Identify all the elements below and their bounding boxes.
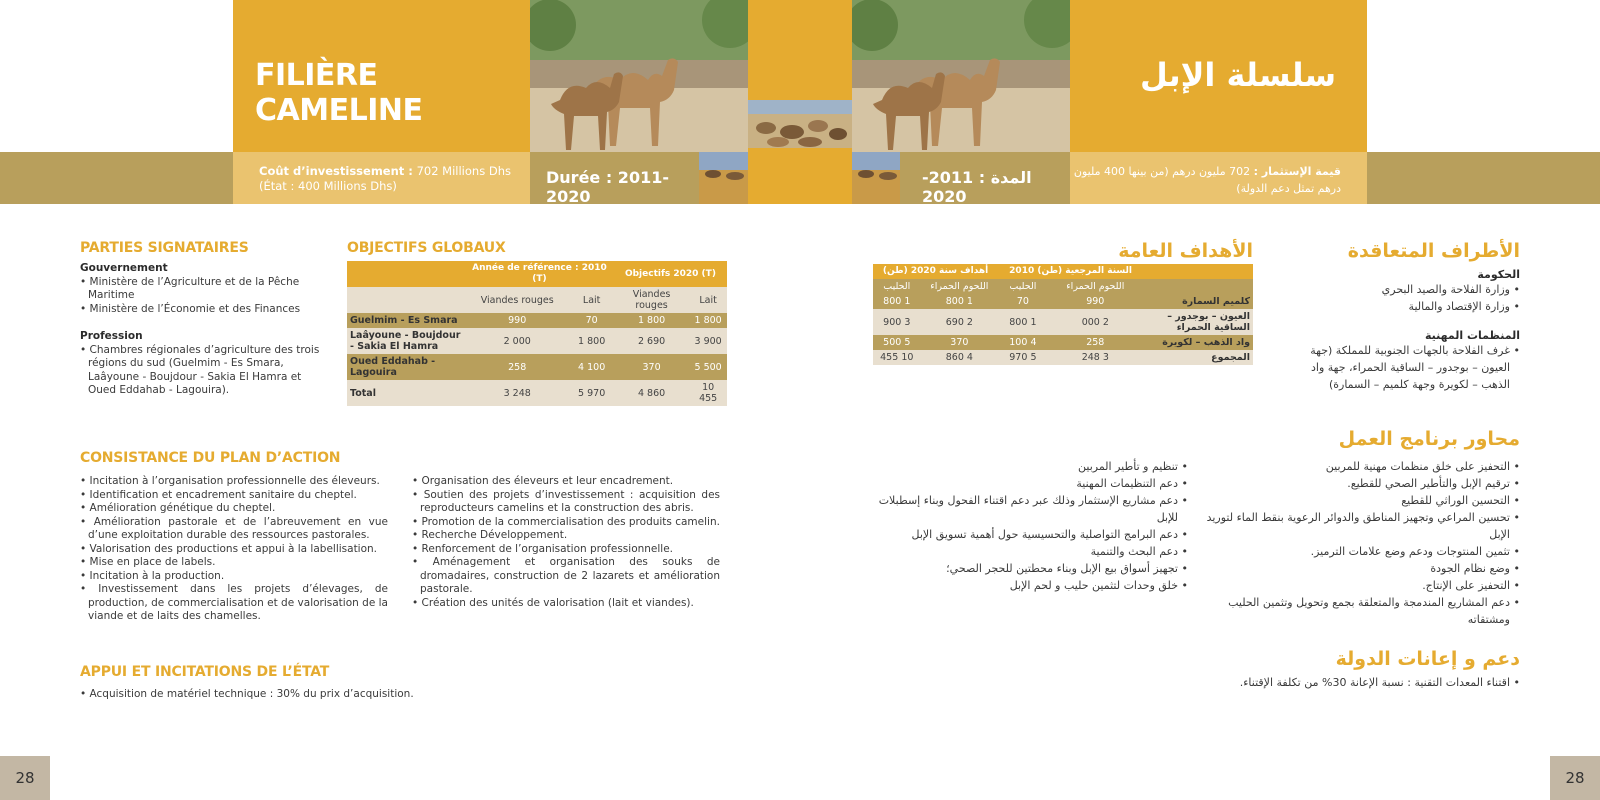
gov-list-ar [1280, 281, 1520, 315]
list-item: • Aménagement et organisation des souks de dromadaires, construction de 2 lazarets et amélioration pastorale. [412, 556, 720, 597]
cost-label-ar: قيمة الإستثمار : [1253, 165, 1341, 178]
list-item: • Ministère de l’Économie et des Finances [80, 303, 330, 317]
list-item: • Soutien des projets d’investissement : acquisition des reproducteurs camelins et la construction des abris. [412, 489, 720, 516]
camel-photo-left [530, 0, 748, 152]
list-item: • Mise en place de labels. [80, 556, 388, 570]
prof-list-fr [80, 344, 330, 398]
list-item: • تنظيم و تأطير المربين [870, 458, 1188, 475]
table-row: Laâyoune - Boujdour - Sakia El Hamra 2 000 1 800 2 690 3 900 [347, 328, 727, 354]
consistance-ar-col1 [1205, 458, 1520, 628]
consistance-fr-section [80, 450, 720, 466]
list-item: • Incitation à l’organisation professionnelle des éleveurs. [80, 475, 388, 489]
list-item: • التحفيز على خلق منظمات مهنية للمربين [1205, 458, 1520, 475]
list-item: • خلق وحدات لتثمين حليب و لحم الإبل [870, 577, 1188, 594]
cost-sub-ar: درهم تمثل دعم الدولة) [1236, 182, 1341, 195]
head-ref-ar: السنة المرجعية (طن) 2010 [998, 264, 1143, 279]
list-item: • Investissement dans les projets d’élevages, de production, de commercialisation et de valorisation de la viande et de laits des chamelles. [80, 583, 388, 624]
list-item: • Promotion de la commercialisation des produits camelin. [412, 516, 720, 530]
list-item: • وزارة الإقتصاد والمالية [1280, 298, 1520, 315]
list-item: • التحسين الوراثي للقطيع [1205, 492, 1520, 509]
list-item: • تحسين المراعي وتجهيز المناطق والدوائر الرعوية بنقط الماء لتوريد الإبل [1205, 509, 1520, 543]
parties-ar-section [1280, 240, 1520, 393]
list-item: • Incitation à la production. [80, 570, 388, 584]
objectifs-fr-table [347, 261, 727, 406]
list-item: • Valorisation des productions et appui à la labellisation. [80, 543, 388, 557]
parties-fr-section [80, 240, 330, 398]
sub-header: اللحوم الحمراء [1048, 279, 1143, 294]
appui-ar-section [1140, 648, 1520, 691]
list-item: • Création des unités de valorisation (lait et viandes). [412, 597, 720, 611]
cost-label-fr: Coût d’investissement : [259, 164, 413, 178]
list-item: • Amélioration génétique du cheptel. [80, 502, 388, 516]
appui-ar-list [1140, 674, 1520, 691]
appui-ar-heading: دعم و إعانات الدولة [1335, 648, 1520, 670]
prof-label-fr: Profession [80, 330, 143, 342]
parties-fr-heading: PARTIES SIGNATAIRES [80, 240, 249, 256]
cost-sub-fr: (État : 400 Millions Dhs) [259, 179, 397, 193]
page-number-left: 28 [0, 756, 50, 800]
prof-label-ar: المنظمات المهنية [1424, 329, 1520, 342]
sub-header: Lait [689, 287, 727, 313]
list-item: • ترقيم الإبل والتأطير الصحي للقطيع. [1205, 475, 1520, 492]
list-item: • غرف الفلاحة بالجهات الجنوبية للمملكة (جهة العيون – بوجدور – الساقية الحمراء، جهة واد الذهب – لكويرة وجهة كلميم – السمارة) [1280, 342, 1520, 393]
list-item: • دعم التنظيمات المهنية [870, 475, 1188, 492]
parties-ar-heading: الأطراف المتعاقدة [1347, 240, 1520, 262]
sub-header: الحليب [873, 279, 921, 294]
head-ref-fr: Année de référence : 2010 (T) [465, 261, 614, 287]
sub-header: الحليب [998, 279, 1047, 294]
list-item: • دعم البرامج التواصلية والتحسيسية حول أهمية تسويق الإبل [870, 526, 1188, 543]
sub-header: Viandes rouges [465, 287, 569, 313]
list-item: • اقتناء المعدات التقنية : نسبة الإعانة 30% من تكلفة الإقتناء. [1140, 674, 1520, 691]
list-item: • وزارة الفلاحة والصيد البحري [1280, 281, 1520, 298]
table-row: Guelmim - Es Smara 990 70 1 800 1 800 [347, 313, 727, 328]
objectifs-fr-section [347, 240, 727, 406]
page-number-right: 28 [1550, 756, 1600, 800]
objectifs-fr-heading: OBJECTIFS GLOBAUX [347, 240, 506, 256]
list-item: • Renforcement de l’organisation professionnelle. [412, 543, 720, 557]
table-row: واد الذهب – لكويرة 258 4 100 370 5 500 [873, 335, 1253, 350]
page-title-ar: سلسلة الإبل [1140, 56, 1337, 94]
table-row: Oued Eddahab - Lagouira 258 4 100 370 5 500 [347, 354, 727, 380]
list-item: • Recherche Développement. [412, 529, 720, 543]
duration-ar: المدة : 2011-2020 [900, 152, 1070, 204]
consistance-ar-col2 [870, 458, 1188, 594]
gov-label-fr: Gouvernement [80, 262, 168, 274]
prof-list-ar [1280, 342, 1520, 393]
appui-fr-section [80, 664, 480, 702]
list-item: • Organisation des éleveurs et leur encadrement. [412, 475, 720, 489]
cost-value-fr: 702 Millions Dhs [416, 164, 511, 178]
list-item: • دعم مشاريع الإستثمار وذلك عبر دعم اقتناء الفحول وبناء إسطبلات للإبل [870, 492, 1188, 526]
table-row: العيون – بوجدور – الساقية الحمراء 2 000 1 800 2 690 3 900 [873, 309, 1253, 335]
objectifs-ar-heading: الأهداف العامة [1118, 240, 1253, 262]
table-row: المجموع 3 248 5 970 4 860 10 455 [873, 350, 1253, 365]
investment-cost-fr [233, 152, 530, 204]
cost-value-ar: 702 مليون درهم (من بينها 400 مليون [1073, 165, 1251, 178]
gov-label-ar: الحكومة [1477, 268, 1520, 281]
title-panel-fr [233, 0, 530, 152]
camel-photo-right [852, 0, 1070, 152]
band-photo-left [699, 152, 748, 204]
band-photo-right [852, 152, 900, 204]
list-item: • تجهيز أسواق بيع الإبل وبناء محطتين للحجر الصحي؛ [870, 560, 1188, 577]
sub-header: Lait [569, 287, 614, 313]
duration-fr: Durée : 2011-2020 [530, 152, 699, 204]
consistance-ar-heading: محاور برنامج العمل [1338, 428, 1520, 450]
appui-fr-list [80, 688, 480, 702]
center-gold-block-lower [748, 148, 852, 204]
list-item: • دعم المشاريع المندمجة والمتعلقة بجمع وتحويل وتثمين الحليب ومشتقاته [1205, 594, 1520, 628]
consistance-fr-col1 [80, 475, 388, 624]
consistance-fr-heading: CONSISTANCE DU PLAN D’ACTION [80, 450, 341, 466]
list-item: • التحفيز على الإنتاج. [1205, 577, 1520, 594]
list-item: • دعم البحث والتنمية [870, 543, 1188, 560]
center-gold-block [748, 0, 852, 100]
page-title-fr: FILIÈRE CAMELINE [255, 58, 423, 128]
investment-cost-ar [1070, 152, 1367, 204]
camel-herd-photo [748, 100, 852, 148]
list-item: • Acquisition de matériel technique : 30% du prix d’acquisition. [80, 688, 480, 702]
appui-fr-heading: APPUI ET INCITATIONS DE L’ÉTAT [80, 664, 330, 680]
head-obj-fr: Objectifs 2020 (T) [614, 261, 727, 287]
head-obj-ar: أهداف سنة 2020 (طن) [873, 264, 998, 279]
sub-header: Viandes rouges [614, 287, 689, 313]
list-item: • Chambres régionales d’agriculture des trois régions du sud (Guelmim - Es Smara, Laâyoune - Boujdour - Sakia El Hamra et Oued Eddahab - Lagouira). [80, 344, 330, 398]
sub-header: اللحوم الحمراء [921, 279, 999, 294]
consistance-fr-col2 [412, 475, 720, 610]
list-item: • تثمين المنتوجات ودعم وضع علامات الترميز. [1205, 543, 1520, 560]
list-item: • وضع نظام الجودة [1205, 560, 1520, 577]
table-row: Total 3 248 5 970 4 860 10 455 [347, 380, 727, 406]
objectifs-ar-section [873, 240, 1253, 365]
list-item: • Ministère de l’Agriculture et de la Pêche Maritime [80, 276, 330, 303]
consistance-ar-section [1200, 428, 1520, 450]
table-row: كلميم السمارة 990 70 1 800 1 800 [873, 294, 1253, 309]
gov-list-fr [80, 276, 330, 317]
list-item: • Identification et encadrement sanitaire du cheptel. [80, 489, 388, 503]
objectifs-ar-table [873, 264, 1253, 365]
corner-cell [347, 261, 465, 287]
list-item: • Amélioration pastorale et de l’abreuvement en vue d’une exploitation durable des ressources pastorales. [80, 516, 388, 543]
title-panel-ar [1070, 0, 1367, 152]
